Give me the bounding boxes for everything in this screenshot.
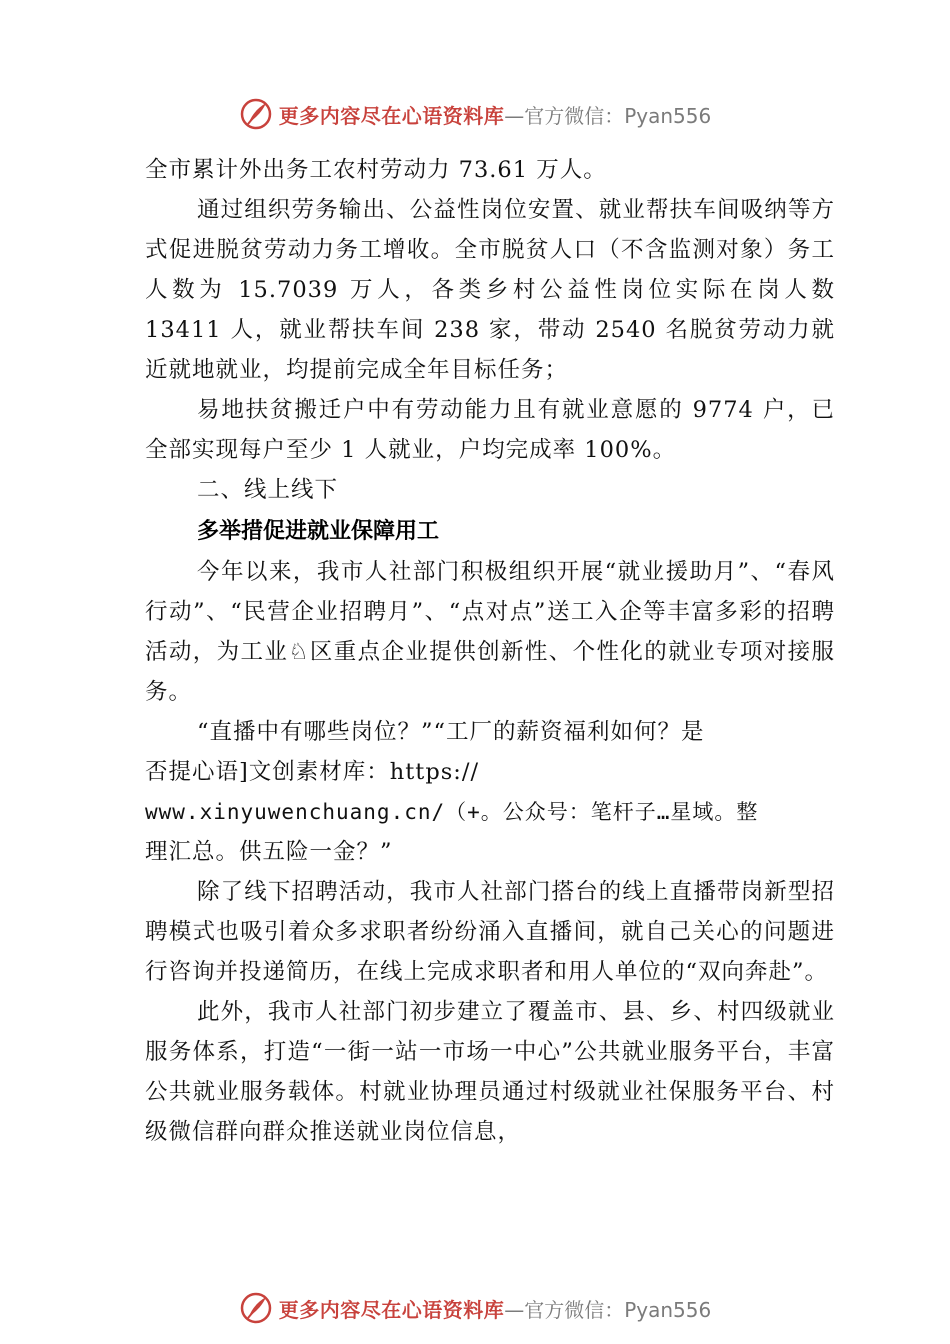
- paragraph-5-line-2-text: 否提心语]文创素材库：https://: [145, 759, 480, 785]
- paragraph-4: 今年以来，我市人社部门积极组织开展“就业援助月”、“春风行动”、“民营企业招聘月”、“点对点”送工入企等丰富多彩的招聘活动，为工业♘区重点企业提供创新性、个性化的就业专项对接服务。: [145, 559, 835, 705]
- header-watermark-title: 更多内容尽在心语资料库: [278, 103, 505, 128]
- paragraph-1: 全市累计外出务工农村劳动力 73.61 万人。: [145, 157, 607, 183]
- header-watermark-wechat: —官方微信：Pyan556: [504, 103, 712, 128]
- paragraph-5-line-3: www.xinyuwenchuang.cn/（+。公众号：笔杆子…星域。整: [145, 800, 759, 824]
- header-watermark: [0, 94, 950, 134]
- section-number: 二、线上线下: [197, 477, 339, 503]
- paragraph-2: 通过组织劳务输出、公益性岗位安置、就业帮扶车间吸纳等方式促进脱贫劳动力务工增收。全市脱贫人口（不含监测对象）务工人数为 15.7039 万人，各类乡村公益性岗位实际在岗人数 13411 人，就业帮扶车间 238 家，带动 2540 名脱贫劳动力就近就地就业，均提前完成全年目标任务；: [145, 197, 835, 383]
- footer-watermark-wechat: —官方微信：Pyan556: [504, 1297, 712, 1322]
- quill-logo-icon: [239, 1291, 273, 1325]
- footer-watermark: [0, 1288, 950, 1328]
- paragraph-7: 此外，我市人社部门初步建立了覆盖市、县、乡、村四级就业服务体系，打造“一街一站一市场一中心”公共就业服务平台，丰富公共就业服务载体。村就业协理员通过村级就业社保服务平台、村级微信群向群众推送就业岗位信息，: [145, 999, 835, 1145]
- footer-watermark-title: 更多内容尽在心语资料库: [278, 1297, 505, 1322]
- paragraph-3: 易地扶贫搬迁户中有劳动能力且有就业意愿的 9774 户，已全部实现每户至少 1 人就业，户均完成率 100%。: [145, 397, 835, 463]
- paragraph-5-line-2: [145, 752, 835, 792]
- paragraph-6: 除了线下招聘活动，我市人社部门搭台的线上直播带岗新型招聘模式也吸引着众多求职者纷纷涌入直播间，就自己关心的问题进行咨询并投递简历，在线上完成求职者和用人单位的“双向奔赴”。: [145, 879, 835, 985]
- paragraph-5-line-1: “直播中有哪些岗位？”“工厂的薪资福利如何？是: [197, 719, 705, 745]
- document-body: [145, 150, 835, 1152]
- quill-logo-icon: [239, 97, 273, 131]
- section-title: 多举措促进就业保障用工: [197, 519, 440, 544]
- paragraph-5-line-4: 理汇总。供五险一金？”: [145, 839, 393, 865]
